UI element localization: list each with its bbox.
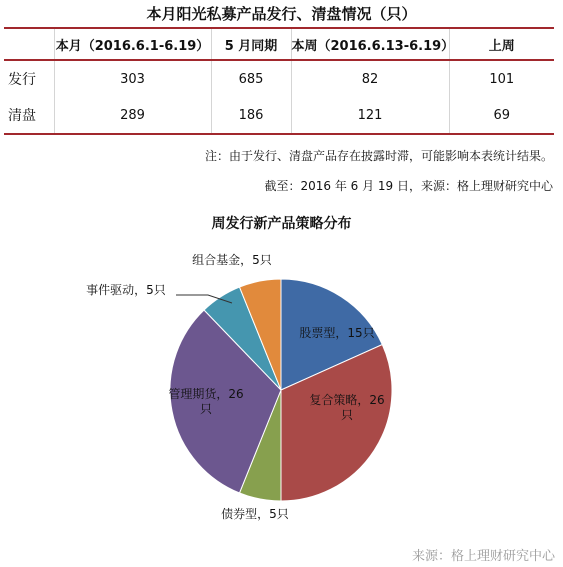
table-header-cell: 5 月同期 [211, 28, 291, 60]
table-header-cell: 本周（2016.6.13-6.19） [291, 28, 449, 60]
table-source-note: 截至：2016 年 6 月 19 日，来源：格上理财研究中心 [264, 179, 553, 193]
table-cell: 186 [211, 97, 291, 134]
table-header-cell: 本月（2016.6.1-6.19） [54, 28, 211, 60]
table-cell: 289 [54, 97, 211, 134]
chart-title: 周发行新产品策略分布 [211, 216, 352, 232]
row-label: 发行 [8, 72, 36, 88]
slice-label: 组合基金，5只 [192, 253, 272, 267]
table-header-cell: 上周 [449, 28, 554, 60]
slice-label: 股票型，15只 [299, 326, 375, 340]
source-footer: 来源：格上理财研究中心 [411, 549, 555, 564]
slice-label: 复合策略，26 只 [309, 393, 385, 422]
slice-label: 管理期货，26 只 [168, 387, 244, 416]
table-cell: 303 [54, 60, 211, 97]
slice-label: 债券型，5只 [221, 507, 289, 521]
table-cell: 69 [449, 97, 554, 134]
slice-label: 事件驱动，5只 [86, 283, 166, 297]
table-cell: 685 [211, 60, 291, 97]
table-cell: 82 [291, 60, 449, 97]
row-label: 清盘 [4, 97, 54, 134]
table-note: 注：由于发行、清盘产品存在披露时滞，可能影响本表统计结果。 [204, 149, 553, 163]
table-cell: 121 [291, 97, 449, 134]
table-cell: 101 [449, 60, 554, 97]
table-title: 本月阳光私募产品发行、清盘情况（只） [146, 5, 417, 23]
